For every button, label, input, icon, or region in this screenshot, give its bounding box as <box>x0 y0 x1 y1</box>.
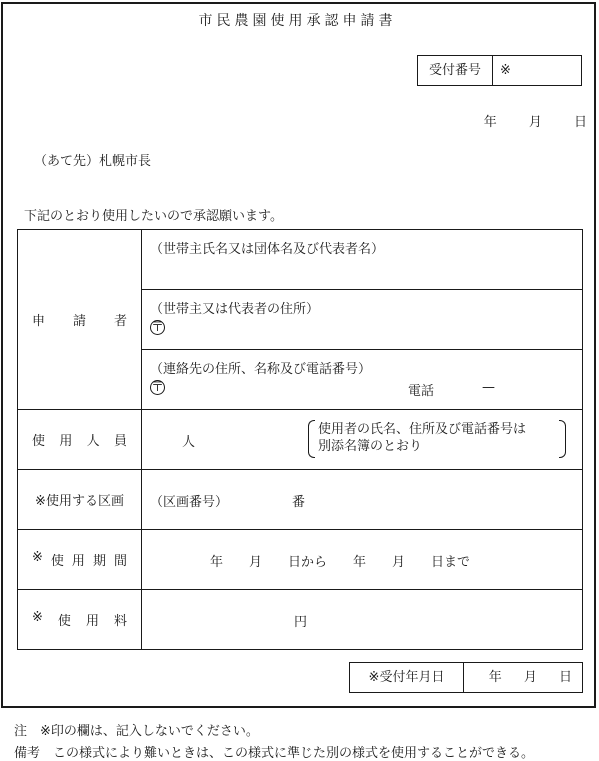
plot-number-unit: 番 <box>292 495 306 510</box>
plot-header <box>18 470 142 530</box>
users-count-unit: 人 <box>182 435 196 450</box>
fee-field[interactable] <box>142 590 583 650</box>
users-note-line: 使用者の氏名、住所及び電話番号は <box>318 422 527 437</box>
plot-number-label: （区画番号） <box>150 495 229 510</box>
applicant-address-field[interactable] <box>142 290 583 350</box>
period-label-char: 用 <box>71 554 85 569</box>
receipt-date-box <box>349 662 583 693</box>
contact-label: （連絡先の住所、名称及び電話番号） <box>150 362 372 377</box>
users-header <box>18 410 142 470</box>
plot-number-field[interactable] <box>142 470 583 530</box>
period-label-char: 間 <box>113 554 127 569</box>
fee-label-char: 使 <box>57 614 71 629</box>
fee-label-char: 用 <box>85 614 99 629</box>
users-label-char: 員 <box>113 434 127 449</box>
applicant-name-label: （世帯主氏名又は団体名及び代表者名） <box>150 242 385 257</box>
fee-header <box>18 590 142 650</box>
form-title: 市民農園使用承認申請書 <box>198 13 397 29</box>
users-note-bracket <box>308 420 566 456</box>
receipt-number-label: 受付番号 <box>418 56 493 85</box>
receipt-number-box <box>417 55 582 86</box>
period-label-char: 期 <box>92 554 106 569</box>
fee-unit: 円 <box>294 615 308 630</box>
applicant-address-label: （世帯主又は代表者の住所） <box>150 302 320 317</box>
period-label-char: 使 <box>50 554 64 569</box>
bracket-left <box>308 420 315 458</box>
period-field[interactable] <box>142 530 583 590</box>
bracket-right <box>559 420 566 458</box>
users-label-char: 人 <box>86 434 100 449</box>
period-header <box>18 530 142 590</box>
plot-label: ※使用する区画 <box>35 494 124 509</box>
applicant-name-field[interactable] <box>142 230 583 290</box>
postal-mark-icon: 〒 <box>151 380 165 395</box>
users-label-char: 使 <box>32 434 46 449</box>
applicant-label-char: 者 <box>113 314 127 329</box>
period-text: 年 月 日から 年 月 日まで <box>210 555 471 570</box>
lead-text: 下記のとおり使用したいので承認願います。 <box>24 209 283 224</box>
applicant-label-char: 請 <box>72 314 86 329</box>
applicant-label-char: 申 <box>32 314 46 329</box>
fee-label-char: 料 <box>113 614 127 629</box>
users-label-char: 用 <box>59 434 73 449</box>
phone-label: 電話 <box>408 384 435 399</box>
postal-mark-icon: 〒 <box>151 320 165 335</box>
users-note <box>318 421 526 455</box>
receipt-date-label: ※受付年月日 <box>350 663 464 692</box>
period-label-char: ※ <box>32 550 43 565</box>
note-text: 注 ※印の欄は、記入しないでください。 <box>14 724 259 739</box>
applicant-header <box>18 230 142 410</box>
receipt-number-value[interactable]: ※ <box>500 63 511 78</box>
application-table <box>17 229 583 650</box>
application-date[interactable]: 年 月 日 <box>483 115 587 130</box>
users-note-line: 別添名簿のとおり <box>318 439 423 454</box>
phone-dash: — <box>482 380 495 395</box>
contact-field[interactable] <box>142 350 583 410</box>
fee-label-char: ※ <box>32 610 43 625</box>
addressee: （あて先）札幌市長 <box>34 154 152 169</box>
users-count-field[interactable] <box>142 410 583 470</box>
remarks-text: 備考 この様式により難いときは、この様式に準じた別の様式を使用することができる。 <box>14 746 535 761</box>
receipt-date-value[interactable]: 年 月 日 <box>488 670 572 685</box>
